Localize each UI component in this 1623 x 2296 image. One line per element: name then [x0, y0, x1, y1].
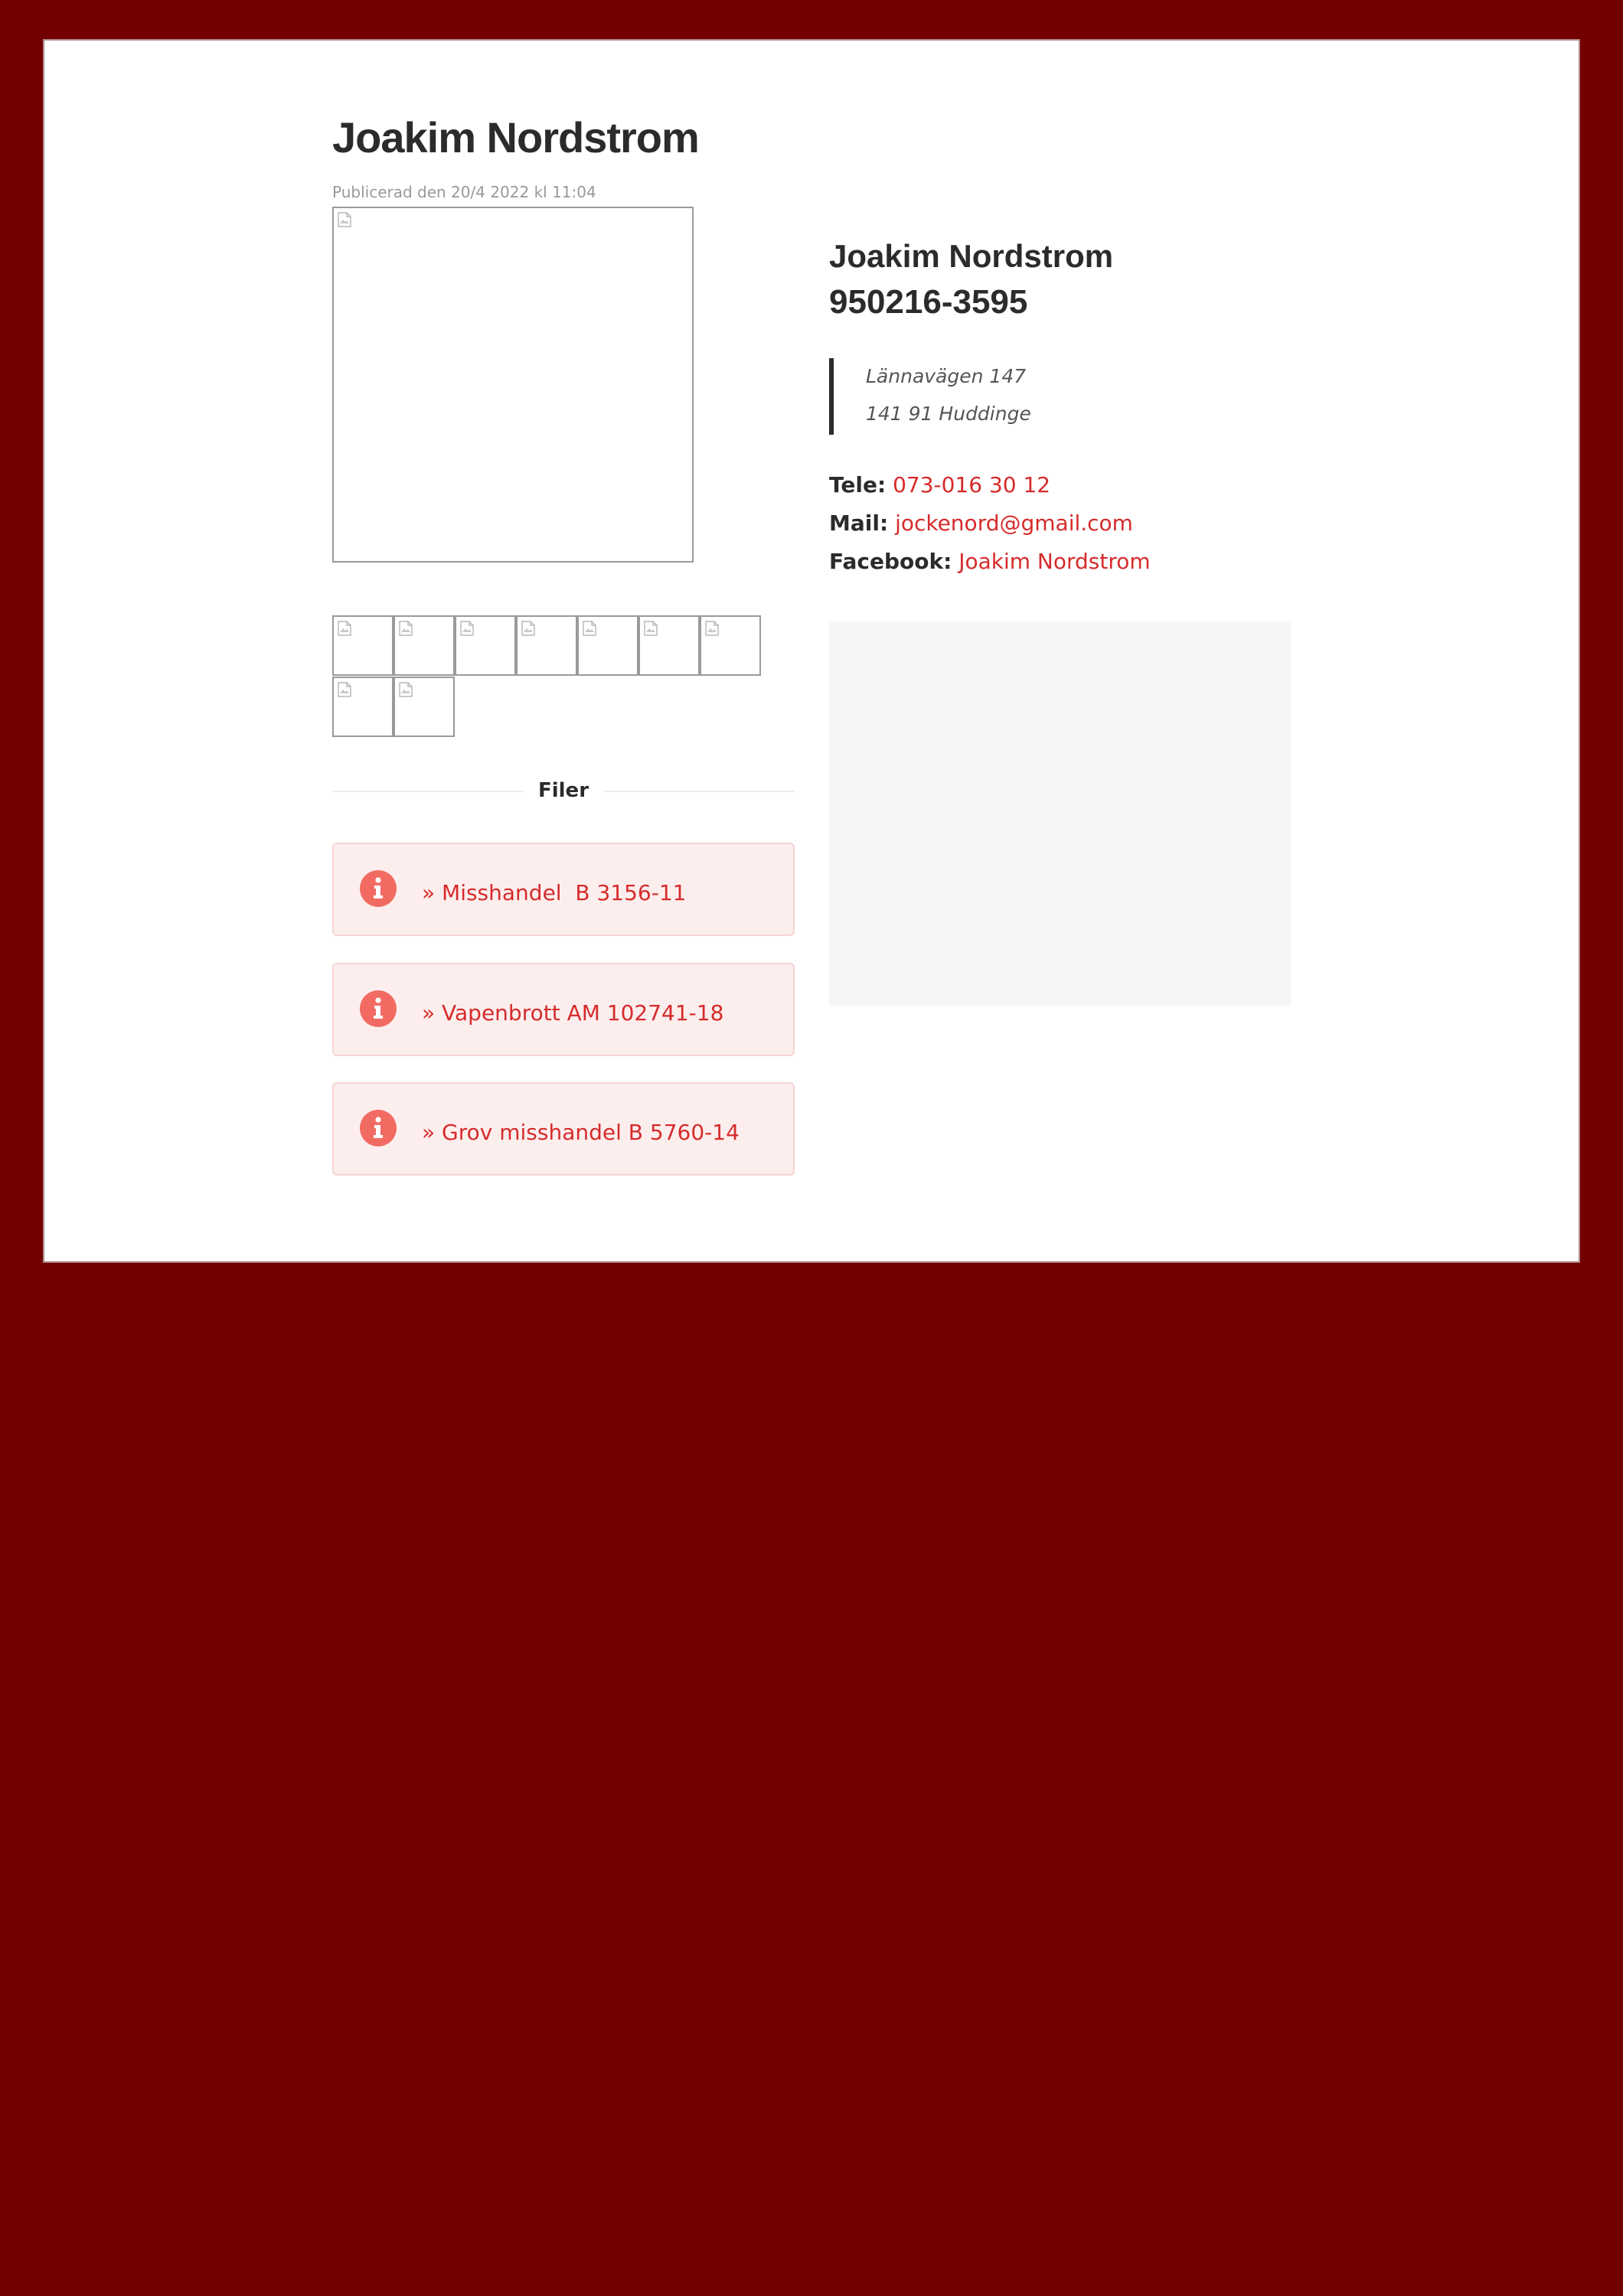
divider-line [604, 791, 795, 792]
broken-image-icon [338, 212, 351, 227]
file-item[interactable] [332, 963, 795, 1056]
thumbnail[interactable] [577, 615, 638, 676]
file-link[interactable]: » Vapenbrott AM 102741-18 [422, 1000, 724, 1026]
thumbnail[interactable] [332, 615, 394, 676]
contact-label: Mail: [829, 510, 889, 536]
publish-date: Publicerad den 20/4 2022 kl 11:04 [332, 183, 596, 201]
broken-image-icon [644, 621, 658, 636]
email-link[interactable]: jockenord@gmail.com [895, 510, 1133, 536]
address-city: 141 91 Huddinge [866, 403, 1031, 425]
contact-label: Facebook: [829, 549, 952, 574]
broken-image-icon [338, 682, 351, 697]
thumbnail[interactable] [700, 615, 761, 676]
info-icon [360, 1110, 397, 1146]
thumbnail[interactable] [394, 615, 455, 676]
address-street: Lännavägen 147 [866, 365, 1027, 387]
broken-image-icon [399, 682, 413, 697]
contact-facebook [829, 546, 1151, 577]
main-photo[interactable] [332, 207, 694, 563]
broken-image-icon [521, 621, 535, 636]
broken-image-icon [460, 621, 474, 636]
file-item[interactable] [332, 1082, 795, 1176]
broken-image-icon [399, 621, 413, 636]
facebook-link[interactable]: Joakim Nordstrom [958, 549, 1151, 574]
broken-image-icon [583, 621, 596, 636]
address-block [829, 358, 1135, 435]
map-embed[interactable] [829, 621, 1291, 1006]
thumbnail[interactable] [455, 615, 516, 676]
info-icon [360, 990, 397, 1027]
info-icon [360, 870, 397, 907]
thumbnail[interactable] [516, 615, 577, 676]
broken-image-icon [338, 621, 351, 636]
page-title: Joakim Nordstrom [332, 113, 699, 161]
contact-mail [829, 508, 1133, 539]
broken-image-icon [705, 621, 719, 636]
thumbnail[interactable] [394, 677, 455, 737]
thumbnail[interactable] [332, 677, 394, 737]
content-card [43, 39, 1580, 1263]
contact-label: Tele: [829, 472, 887, 497]
file-link[interactable]: » Grov misshandel B 5760-14 [422, 1120, 740, 1145]
person-id-number: 950216-3595 [829, 283, 1028, 321]
phone-link[interactable]: 073-016 30 12 [893, 472, 1051, 497]
file-link[interactable]: » Misshandel B 3156-11 [422, 880, 687, 905]
file-item[interactable] [332, 843, 795, 936]
person-name: Joakim Nordstrom [829, 238, 1114, 274]
files-heading: Filer [537, 779, 589, 802]
contact-phone [829, 470, 1050, 501]
thumbnail[interactable] [638, 615, 700, 676]
divider-line [332, 791, 523, 792]
